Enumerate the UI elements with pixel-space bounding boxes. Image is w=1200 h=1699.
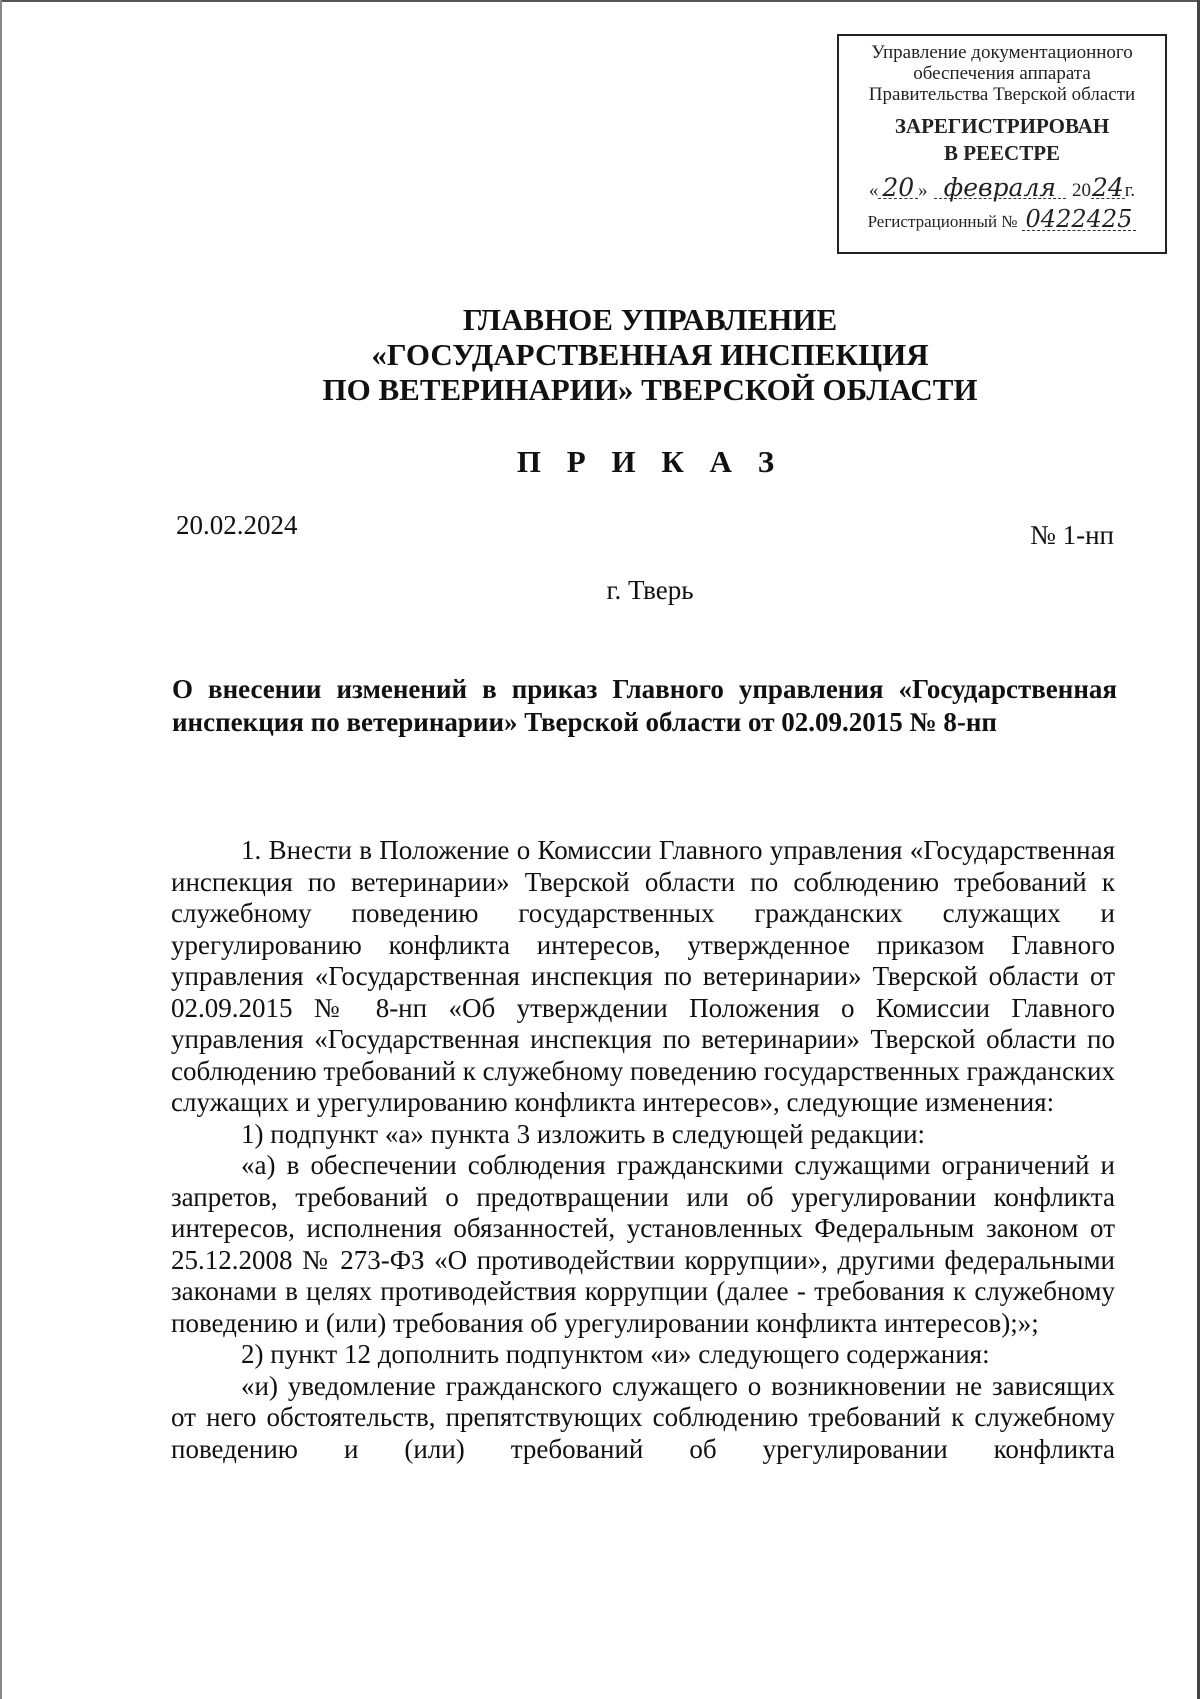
stamp-reg-number: [845, 205, 1159, 233]
body-paragraph: 1. Внести в Положение о Комиссии Главного управления «Государственная инспекция по ветеринарии» Тверской области по соблюдению требований к служебному поведению государственных гражданских служащих и урегулированию конфликта интересов, утвержденное приказом Главного управления «Государственная инспекция по ветеринарии» Тверской области от 02.09.2015 № 8-нп «Об утверждении Положения о Комиссии Главного управления «Государственная инспекция по ветеринарии» Тверской области по соблюдению требований к служебному поведению государственных гражданских служащих и урегулированию конфликта интересов», следующие изменения:: [171, 835, 1115, 1117]
stamp-registered-line-2: В РЕЕСТРЕ: [943, 141, 1061, 165]
stamp-dept-line-2: обеспечения аппарата: [913, 63, 1091, 84]
stamp-reg-number-value: 0422425: [1022, 209, 1137, 231]
body-paragraph: «а) в обеспечении соблюдения гражданскими служащими ограничений и запретов, требований о предотвращении или об урегулировании конфликта интересов, исполнения обязанностей, установленных Федеральным законом от 25.12.2008 № 273-ФЗ «О противодействии коррупции», другими федеральными законами в целях противодействия коррупции (далее - требования к служебному поведению и (или) требования об урегулировании конфликта интересов);»;: [171, 1150, 1115, 1338]
stamp-date-year-g: г.: [1124, 180, 1136, 201]
order-city: г. Тверь: [606, 575, 694, 605]
order-body: [171, 835, 1115, 1465]
scan-edge-left: [0, 0, 2, 1699]
stamp-date-month: февраля: [934, 177, 1066, 199]
order-date: 20.02.2024: [176, 510, 298, 540]
stamp-registered-line-1: ЗАРЕГИСТРИРОВАН: [894, 114, 1110, 138]
scan-edge-top: [0, 0, 1200, 2]
agency-name-line-1: ГЛАВНОЕ УПРАВЛЕНИЕ: [462, 302, 838, 337]
document-type-title: П Р И К А З: [516, 444, 784, 479]
stamp-reg-number-label: Регистрационный №: [867, 212, 1018, 231]
stamp-date-close-quote: »: [918, 180, 928, 201]
body-paragraph: «и) уведомление гражданского служащего о возникновении не зависящих от него обстоятельств, препятствующих соблюдению требований к служебному поведению и (или) требований об урегулировании конфликта: [171, 1370, 1115, 1464]
agency-name-line-2: «ГОСУДАРСТВЕННАЯ ИНСПЕКЦИЯ: [371, 337, 929, 372]
stamp-date-year-suffix: 24: [1091, 173, 1124, 202]
stamp-dept-line-1: Управление документационного: [871, 42, 1133, 63]
order-number: № 1-нп: [1030, 520, 1114, 550]
body-paragraph: 1) подпункт «а» пункта 3 изложить в следующей редакции:: [241, 1118, 926, 1149]
body-paragraph: 2) пункт 12 дополнить подпунктом «и» следующего содержания:: [241, 1339, 990, 1369]
stamp-date: [845, 173, 1159, 202]
stamp-date-year-prefix: 20: [1071, 180, 1091, 201]
agency-name-line-3: ПО ВЕТЕРИНАРИИ» ТВЕРСКОЙ ОБЛАСТИ: [322, 372, 978, 407]
registration-stamp: [837, 34, 1167, 254]
agency-name: [0, 302, 1200, 407]
stamp-dept-line-3: Правительства Тверской области: [868, 84, 1136, 105]
stamp-date-open-quote: «: [868, 180, 879, 201]
order-subject: О внесении изменений в приказ Главного управления «Государственная инспекция по ветеринарии» Тверской области от 02.09.2015 № 8-нп: [172, 674, 1117, 737]
stamp-registered-title: [845, 113, 1159, 167]
stamp-date-day: 20: [878, 177, 918, 199]
